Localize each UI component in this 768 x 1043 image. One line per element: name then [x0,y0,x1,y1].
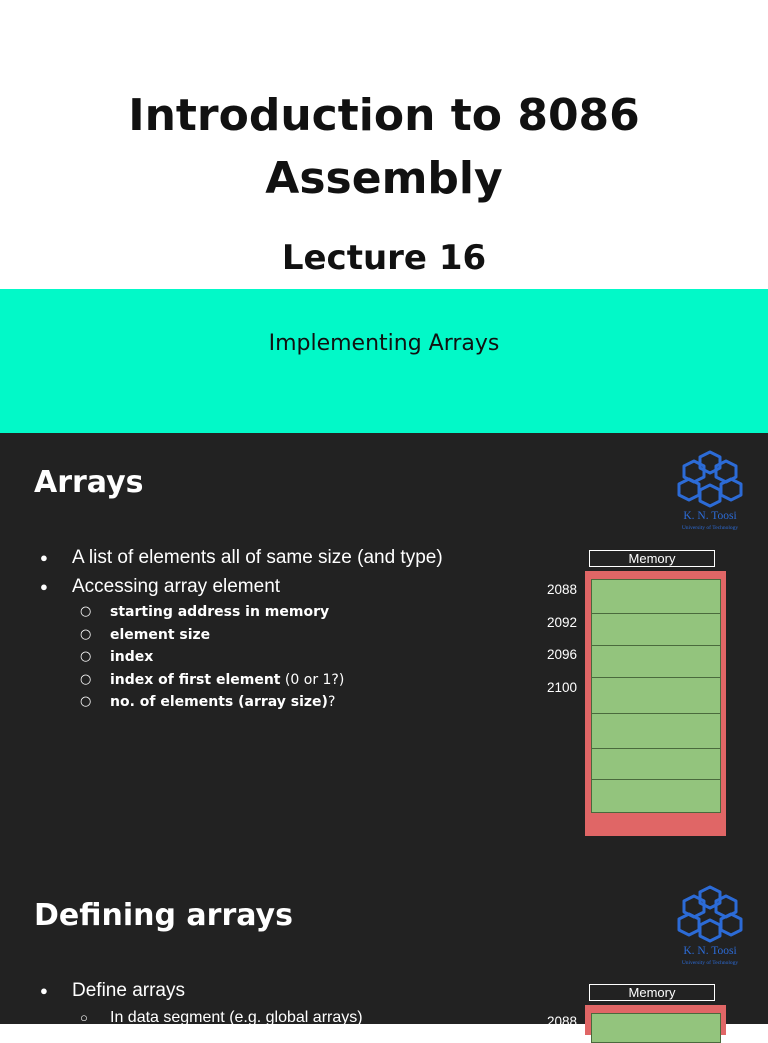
sub-bullet-item [40,646,443,669]
memory-cell [591,713,721,749]
sub-bullet-item [40,624,443,647]
title-line-1: Introduction to 8086 [128,90,640,141]
memory-address: 2100 [547,680,578,695]
sub-bullet-bold: index [110,649,154,665]
sub-bullet-item [40,691,443,714]
logo-name: K. N. Toosi [683,945,737,957]
title-slide [0,0,768,289]
memory-address: 2088 [547,1014,578,1029]
logo-name: K. N. Toosi [683,510,737,522]
sub-bullet-bold: no. of elements (array size) [110,694,328,710]
presentation-title [0,84,768,210]
sub-bullet-item [40,601,443,624]
lecture-number: Lecture 16 [281,238,487,278]
memory-label: Memory [589,984,715,1001]
memory-cell [591,677,721,714]
memory-address: 2088 [547,582,578,597]
memory-cell [591,1013,721,1043]
bullet-list [40,976,363,1031]
memory-cell [591,579,721,614]
university-logo [672,884,748,976]
memory-label: Memory [589,550,715,567]
memory-block [585,571,726,836]
memory-cell [591,645,721,678]
bullet-item: ● A list of elements all of same size (and type) [40,543,443,572]
sub-bullet-rest: (0 or 1?) [280,671,345,688]
logo-subtitle: University of Technology [681,525,739,531]
slide-arrays [0,433,768,870]
university-logo [672,449,748,541]
bullet-item: ● Define arrays [40,976,363,1005]
sub-bullet-rest: ? [327,694,336,710]
sub-bullet-bold: index of first element [110,671,281,688]
bullet-item: ● Accessing array element [40,572,443,601]
knot-logo-icon [674,884,746,944]
title-line-2: Assembly [265,153,503,204]
bullet-list [40,543,443,714]
memory-address: 2096 [547,647,578,662]
sub-bullet-bold: starting address in memory [110,604,330,620]
knot-logo-icon [674,449,746,509]
section-banner-text: Implementing Arrays [268,331,500,356]
memory-cell [591,748,721,780]
memory-block [585,1005,726,1035]
logo-subtitle: University of Technology [681,960,739,966]
sub-bullet-bold: element size [110,626,211,643]
slide-title: Defining arrays [34,898,293,933]
slide-title: Arrays [34,465,144,500]
sub-bullet-item [40,669,443,692]
sub-bullet-item: ○ In data segment (e.g. global arrays) [40,1005,363,1031]
memory-cell [591,613,721,646]
memory-cell [591,779,721,813]
slide-defining-arrays [0,870,768,1029]
memory-address: 2092 [547,615,578,630]
